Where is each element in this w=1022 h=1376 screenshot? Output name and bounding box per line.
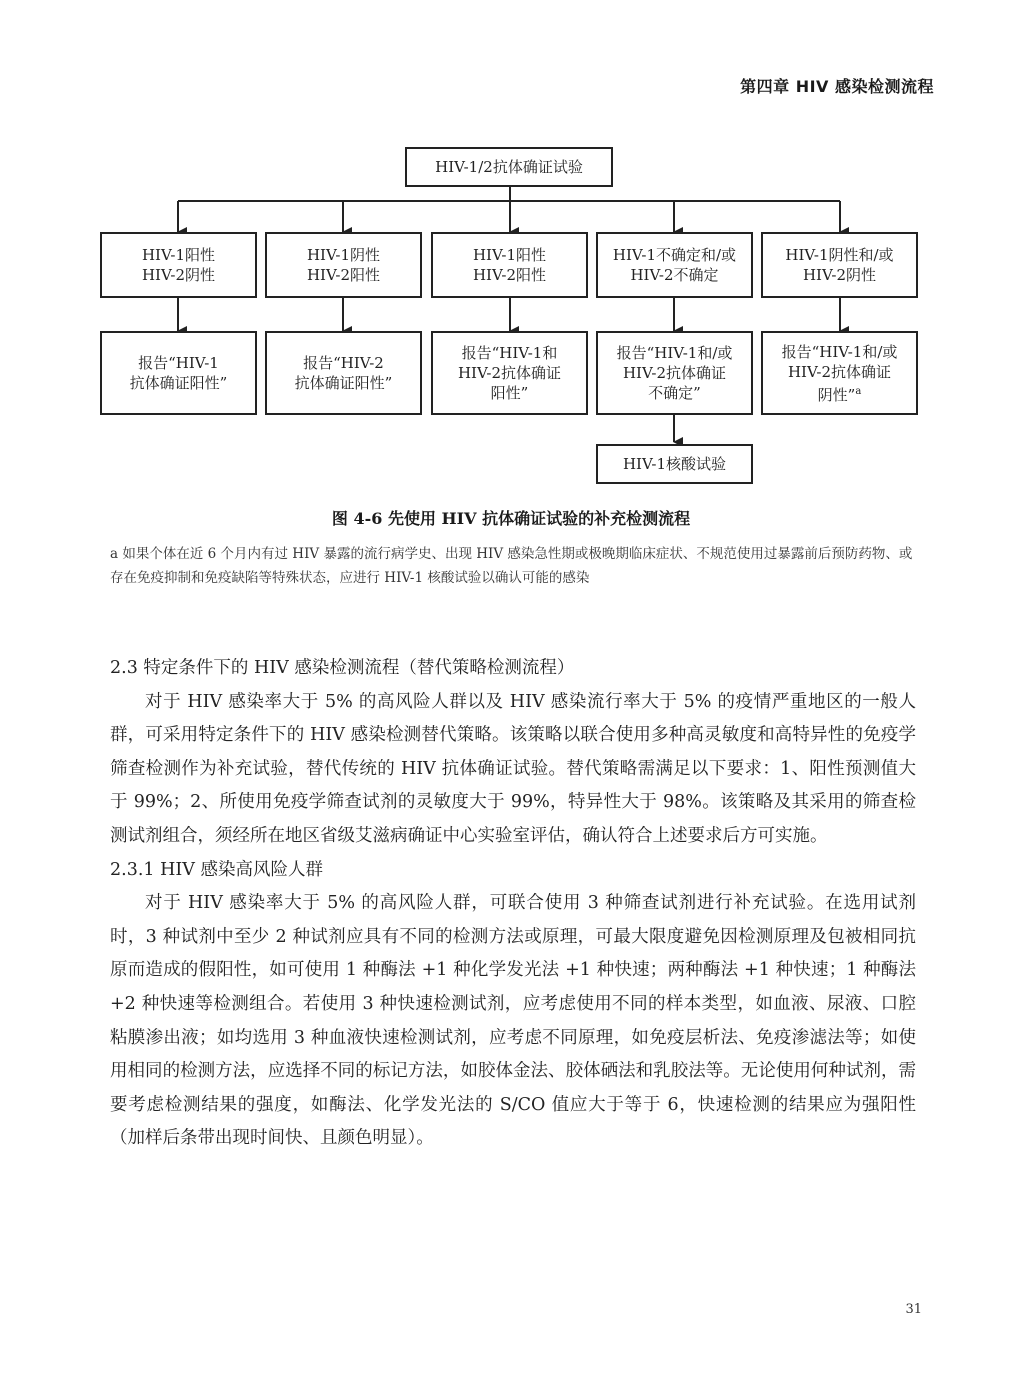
result-box-5: HIV-1阴性和/或 HIV-2阴性: [761, 232, 918, 298]
flowchart: [0, 0, 1022, 500]
nucleic-acid-test-box: HIV-1核酸试验: [596, 444, 753, 484]
result-box-4: HIV-1不确定和/或 HIV-2不确定: [596, 232, 753, 298]
figure-footnote: a 如果个体在近 6 个月内有过 HIV 暴露的流行病学史、出现 HIV 感染急性期或极晚期临床症状、不规范使用过暴露前后预防药物、或存在免疫抑制和免疫缺陷等特殊状态，应进行 HIV-1 核酸试验以确认可能的感染: [110, 546, 913, 586]
chapter-header: 第四章 HIV 感染检测流程: [740, 77, 934, 96]
report-box-5: [761, 331, 918, 415]
result-box-1: HIV-1阳性 HIV-2阴性: [100, 232, 257, 298]
report-box-2: 报告“HIV-2 抗体确证阳性”: [265, 331, 422, 415]
section-2-3: [110, 652, 916, 1156]
result-box-2: HIV-1阴性 HIV-2阳性: [265, 232, 422, 298]
result-box-3: HIV-1阳性 HIV-2阳性: [431, 232, 588, 298]
figure-caption: 图 4-6 先使用 HIV 抗体确证试验的补充检测流程: [331, 509, 691, 528]
page-number: 31: [905, 1302, 922, 1317]
root-box: HIV-1/2抗体确证试验: [405, 147, 613, 187]
report-box-5-text: 报告“HIV-1和/或 HIV-2抗体确证 阴性”$^a$: [781, 342, 898, 404]
section-paragraph: 对于 HIV 感染率大于 5% 的高风险人群以及 HIV 感染流行率大于 5% 的疫情严重地区的一般人群，可采用特定条件下的 HIV 感染检测替代策略。该策略以联合使用多种高灵敏度和高特异性的免疫学筛查检测作为补充试验，替代传统的 HIV 抗体确证试验。替代策略需满足以下要求：1、阳性预测值大于 99%；2、所使用免疫学筛查试剂的灵敏度大于 99%，特异性大于 98%。该策略及其采用的筛查检测试剂组合，须经所在地区省级艾滋病确证中心实验室评估，确认符合上述要求后方可实施。: [110, 691, 916, 846]
subsection-paragraph: 对于 HIV 感染率大于 5% 的高风险人群，可联合使用 3 种筛查试剂进行补充试验。在选用试剂时，3 种试剂中至少 2 种试剂应具有不同的检测方法或原理，可最大限度避免因检测原理及包被相同抗原而造成的假阳性，如可使用 1 种酶法 +1 种化学发光法 +1 种快速；两种酶法 +1 种快速；1 种酶法 +2 种快速等检测组合。若使用 3 种快速检测试剂，应考虑使用不同的样本类型，如血液、尿液、口腔粘膜渗出液；如均选用 3 种血液快速检测试剂，应考虑不同原理，如免疫层析法、免疫渗滤法等；如使用相同的检测方法，应选择不同的标记方法，如胶体金法、胶体硒法和乳胶法等。无论使用何种试剂，需要考虑检测结果的强度，如酶法、化学发光法的 S/CO 值应大于等于 6，快速检测的结果应为强阳性（加样后条带出现时间快、且颜色明显）。: [110, 893, 916, 1149]
report-box-4: 报告“HIV-1和/或 HIV-2抗体确证 不确定”: [596, 331, 753, 415]
report-box-1: 报告“HIV-1 抗体确证阳性”: [100, 331, 257, 415]
subsection-heading: 2.3.1 HIV 感染高风险人群: [110, 859, 323, 880]
section-heading: 2.3 特定条件下的 HIV 感染检测流程（替代策略检测流程）: [110, 658, 575, 678]
report-box-3: 报告“HIV-1和 HIV-2抗体确证 阳性”: [431, 331, 588, 415]
footnote-marker: a: [855, 385, 862, 397]
